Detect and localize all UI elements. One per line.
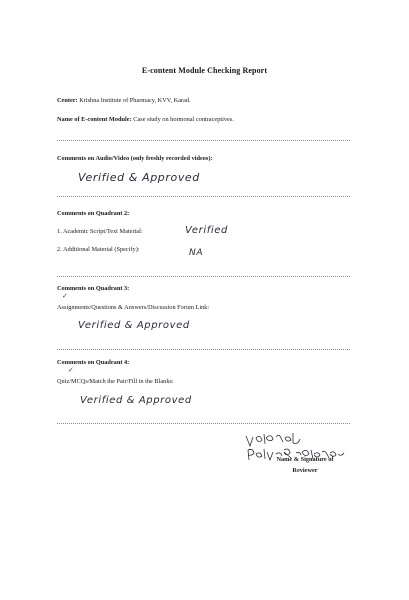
assignments-label: Assignments/Questions & Answers/Discussion Forum Link: bbox=[57, 304, 210, 311]
signature-label-line1: Name & Signature of bbox=[276, 456, 334, 463]
audio-video-handwritten: Verified & Approved bbox=[78, 171, 200, 184]
signature-label-line2: Reviewer bbox=[292, 467, 318, 474]
divider bbox=[57, 140, 350, 141]
quiz-label: Quiz/MCQs/Match the Pair/Fill in the Blanks: bbox=[57, 378, 174, 385]
check-mark-icon: ✓ bbox=[68, 366, 74, 374]
divider bbox=[57, 276, 350, 277]
module-line bbox=[57, 116, 234, 123]
divider bbox=[57, 423, 350, 424]
divider bbox=[57, 196, 350, 197]
center-value: Krishna Institute of Pharmacy, KVV, Karad. bbox=[77, 97, 191, 104]
academic-script-label: 1. Academic Script/Text Material: bbox=[57, 228, 143, 235]
audio-video-heading: Comments on Audio/Video (only freshly recorded videos): bbox=[57, 155, 213, 162]
module-label: Name of E-content Module: bbox=[57, 116, 132, 123]
module-value: Case study on hormonal contraceptives. bbox=[131, 116, 234, 123]
divider bbox=[57, 349, 350, 350]
additional-material-handwritten: NA bbox=[189, 248, 204, 258]
academic-script-handwritten: Verified bbox=[185, 225, 228, 236]
center-label: Center: bbox=[57, 97, 78, 104]
assignments-handwritten: Verified & Approved bbox=[78, 320, 190, 331]
check-mark-icon: ✓ bbox=[62, 292, 68, 300]
quadrant3-heading: Comments on Quadrant 3: bbox=[57, 285, 130, 292]
quiz-handwritten: Verified & Approved bbox=[80, 395, 192, 406]
quadrant4-heading: Comments on Quadrant 4: bbox=[57, 359, 130, 366]
quadrant2-heading: Comments on Quadrant 2: bbox=[57, 210, 130, 217]
report-title: E-content Module Checking Report bbox=[141, 66, 268, 75]
additional-material-label: 2. Additional Material (Specify): bbox=[57, 246, 140, 253]
center-line bbox=[57, 97, 191, 104]
